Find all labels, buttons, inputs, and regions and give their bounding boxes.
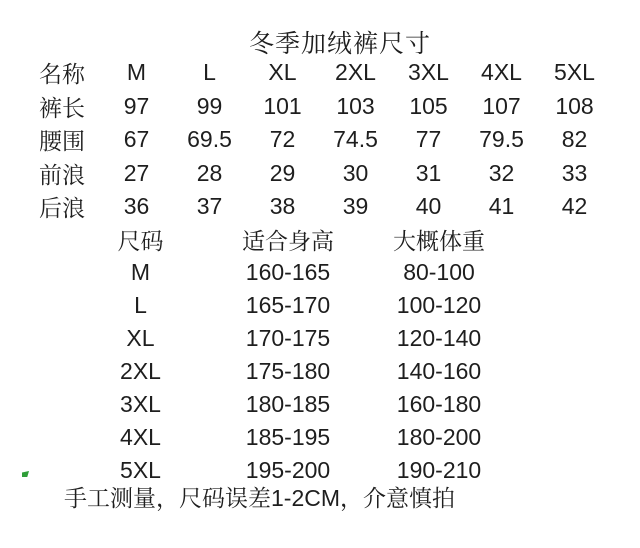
- measure-row-label: 后浪: [39, 195, 85, 222]
- measure-value: 97: [123, 92, 150, 119]
- size-column-header: 3XL: [408, 59, 449, 86]
- measure-value: 74.5: [333, 126, 378, 153]
- measure-value: 30: [342, 159, 369, 186]
- measure-value: 42: [561, 193, 588, 220]
- measure-value: 33: [561, 159, 588, 186]
- size-column-header: 4XL: [481, 59, 522, 86]
- measure-value: 32: [488, 159, 515, 186]
- fit-data-row: [0, 289, 515, 322]
- fit-height-value: 160-165: [245, 259, 331, 285]
- fit-height-value: 185-195: [245, 424, 331, 450]
- fit-height-value: 165-170: [245, 292, 331, 318]
- measure-value: 31: [415, 159, 442, 186]
- fit-size-value: 4XL: [120, 424, 161, 450]
- fit-data-row: [0, 355, 515, 388]
- fit-weight-value: 80-100: [403, 259, 475, 285]
- measure-data-row: [0, 90, 611, 124]
- measure-value: 69.5: [187, 126, 232, 153]
- fit-data-row: [0, 388, 515, 421]
- measure-value: 99: [196, 92, 223, 119]
- fit-column-header: 适合身高: [242, 228, 334, 254]
- fit-weight-value: 160-180: [396, 391, 482, 417]
- fit-size-value: XL: [126, 325, 155, 351]
- measure-value: 108: [555, 92, 594, 119]
- measure-value: 101: [263, 92, 302, 119]
- measure-data-row: [0, 123, 611, 157]
- measure-value: 82: [561, 126, 588, 153]
- page-title: 冬季加绒裤尺寸: [248, 30, 431, 58]
- fit-weight-value: 180-200: [396, 424, 482, 450]
- measure-value: 28: [196, 159, 223, 186]
- fit-table: [0, 223, 515, 487]
- measure-row-label: 裤长: [39, 94, 85, 121]
- fit-data-row: [0, 421, 515, 454]
- measure-value: 72: [269, 126, 296, 153]
- measure-value: 103: [336, 92, 375, 119]
- size-column-header: L: [203, 59, 216, 86]
- measure-value: 105: [409, 92, 448, 119]
- measure-value: 67: [123, 126, 150, 153]
- measure-value: 39: [342, 193, 369, 220]
- measure-data-row: [0, 157, 611, 191]
- fit-height-value: 180-185: [245, 391, 331, 417]
- measure-value: 79.5: [479, 126, 524, 153]
- fit-size-value: M: [130, 259, 151, 285]
- measure-value: 107: [482, 92, 521, 119]
- fit-weight-value: 100-120: [396, 292, 482, 318]
- fit-height-value: 175-180: [245, 358, 331, 384]
- fit-data-row: [0, 256, 515, 289]
- size-column-header: M: [126, 59, 147, 86]
- measure-header-row: [0, 56, 611, 90]
- fit-size-value: 3XL: [120, 391, 161, 417]
- fit-header-row: [0, 223, 515, 256]
- measure-header-label: 名称: [39, 61, 85, 88]
- measure-row-label: 前浪: [39, 161, 85, 188]
- measurement-table: [0, 56, 611, 224]
- measurement-note: 手工测量，尺码误差1-2CM，介意慎拍: [64, 485, 456, 511]
- size-column-header: 5XL: [554, 59, 595, 86]
- measure-value: 29: [269, 159, 296, 186]
- measure-row-label: 腰围: [39, 128, 85, 155]
- measure-value: 38: [269, 193, 296, 220]
- fit-height-value: 195-200: [245, 457, 331, 483]
- measure-value: 27: [123, 159, 150, 186]
- size-column-header: 2XL: [335, 59, 376, 86]
- fit-column-header: 大概体重: [393, 228, 485, 254]
- fit-weight-value: 120-140: [396, 325, 482, 351]
- fit-weight-value: 140-160: [396, 358, 482, 384]
- size-column-header: XL: [268, 59, 297, 86]
- measure-value: 41: [488, 193, 515, 220]
- measure-value: 36: [123, 193, 150, 220]
- fit-data-row: [0, 322, 515, 355]
- measure-value: 37: [196, 193, 223, 220]
- measure-data-row: [0, 190, 611, 224]
- fit-size-value: 5XL: [120, 457, 161, 483]
- fit-size-value: 2XL: [120, 358, 161, 384]
- measure-value: 77: [415, 126, 442, 153]
- fit-column-header: 尺码: [117, 228, 164, 254]
- measure-value: 40: [415, 193, 442, 220]
- fit-weight-value: 190-210: [396, 457, 482, 483]
- fit-size-value: L: [134, 292, 147, 318]
- fit-height-value: 170-175: [245, 325, 331, 351]
